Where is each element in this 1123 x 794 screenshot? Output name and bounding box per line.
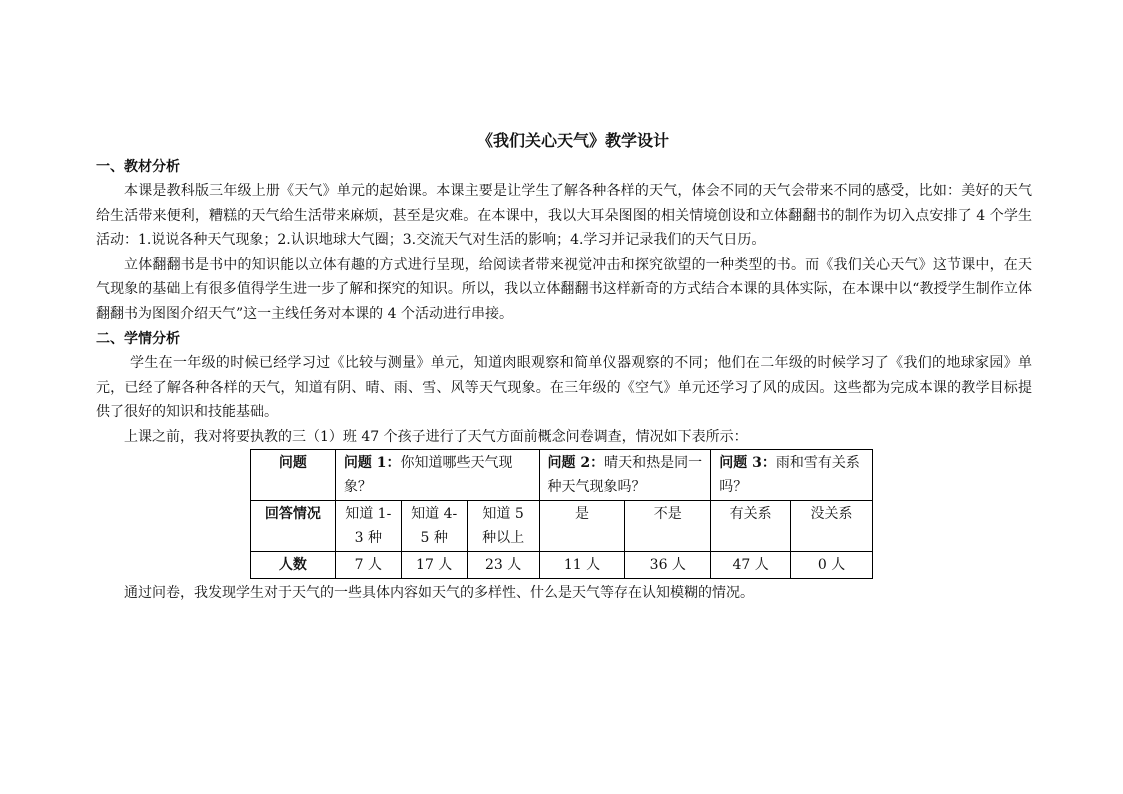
table-cell: 是 bbox=[539, 501, 625, 552]
table-cell: 有关系 bbox=[711, 501, 791, 552]
table-cell: 47 人 bbox=[711, 552, 791, 579]
survey-table bbox=[250, 449, 873, 579]
table-cell: 知道 5 种以上 bbox=[467, 501, 539, 552]
question-label: 问题 3： bbox=[719, 455, 776, 471]
paragraph: 立体翻翻书是书中的知识能以立体有趣的方式进行呈现，给阅读者带来视觉冲击和探究欲望的一种类型的书。而《我们关心天气》这节课中，在天气现象的基础上有很多值得学生进一步了解和探究的知识。所以，我以立体翻翻书这样新奇的方式结合本课的具体实际，在本课中以“教授学生制作立体翻翻书为图图介绍天气”这一主线任务对本课的 4 个活动进行串接。 bbox=[96, 256, 1032, 322]
table-cell-question-3 bbox=[711, 450, 873, 501]
document-page bbox=[96, 128, 1032, 606]
table-cell-question-2 bbox=[539, 450, 711, 501]
table-row bbox=[251, 450, 873, 501]
table-cell: 11 人 bbox=[539, 552, 625, 579]
paragraph: 通过问卷，我发现学生对于天气的一些具体内容如天气的多样性、什么是天气等存在认知模糊的情况。 bbox=[124, 585, 754, 601]
question-label: 问题 2： bbox=[547, 455, 605, 471]
table-cell: 没关系 bbox=[791, 501, 873, 552]
question-text: 晴天和热是同一种天气现象吗？ bbox=[547, 455, 703, 495]
question-text: 雨和雪有关系吗？ bbox=[719, 455, 860, 495]
table-cell: 知道 4-5 种 bbox=[401, 501, 467, 552]
table-cell: 23 人 bbox=[467, 552, 539, 579]
section-heading-student-analysis: 二、学情分析 bbox=[96, 331, 180, 347]
table-cell: 0 人 bbox=[791, 552, 873, 579]
table-row bbox=[251, 552, 873, 579]
paragraph: 本课是教科版三年级上册《天气》单元的起始课。本课主要是让学生了解各种各样的天气，体会不同的天气会带来不同的感受，比如：美好的天气给生活带来便利，糟糕的天气给生活带来麻烦，甚至是灾难。在本课中，我以大耳朵图图的相关情境创设和立体翻翻书的制作为切入点安排了 4 个学生活动：1.说说各种天气现象；2.认识地球大气圈；3.交流天气对生活的影响；4.学习并记录我们的天气日历。 bbox=[96, 183, 1032, 248]
table-cell-question-1 bbox=[335, 450, 539, 501]
question-label: 问题 1： bbox=[343, 455, 401, 471]
paragraph: 上课之前，我对将要执教的三（1）班 47 个孩子进行了天气方面前概念问卷调查，情况如下表所示： bbox=[124, 428, 748, 445]
paragraph: 学生在一年级的时候已经学习过《比较与测量》单元，知道肉眼观察和简单仪器观察的不同；他们在二年级的时候学习了《我们的地球家园》单元，已经了解各种各样的天气，知道有阴、晴、雨、雪、风等天气现象。在三年级的《空气》单元还学习了风的成因。这些都为完成本课的教学目标提供了很好的知识和技能基础。 bbox=[96, 355, 1032, 420]
table-cell: 36 人 bbox=[625, 552, 711, 579]
table-header-cell: 回答情况 bbox=[251, 501, 336, 552]
table-cell: 7 人 bbox=[335, 552, 401, 579]
table-header-cell: 人数 bbox=[251, 552, 336, 579]
table-header-cell: 问题 bbox=[251, 450, 336, 501]
table-cell: 知道 1-3 种 bbox=[335, 501, 401, 552]
document-title: 《我们关心天气》教学设计 bbox=[476, 131, 669, 150]
section-heading-textbook-analysis: 一、教材分析 bbox=[96, 159, 180, 175]
table-cell: 不是 bbox=[625, 501, 711, 552]
question-text: 你知道哪些天气现象？ bbox=[343, 455, 513, 495]
table-row bbox=[251, 501, 873, 552]
table-cell: 17 人 bbox=[401, 552, 467, 579]
